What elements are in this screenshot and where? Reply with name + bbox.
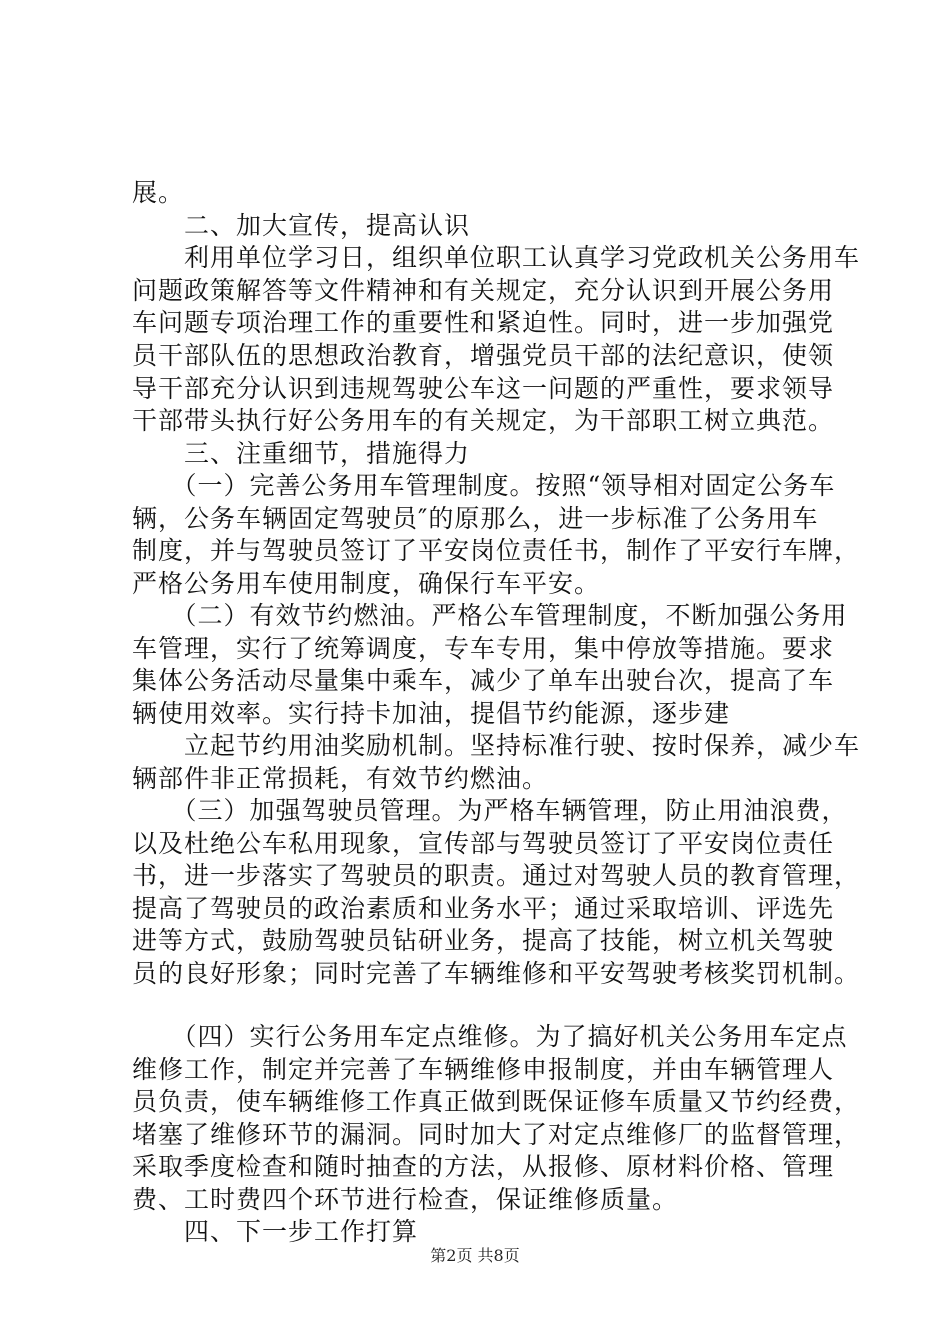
paragraph-line: 以及杜绝公车私用现象，宣传部与驾驶员签订了平安岗位责任: [132, 829, 835, 858]
paragraph-line: 车问题专项治理工作的重要性和紧迫性。同时，进一步加强党: [132, 308, 835, 337]
paragraph-line: 堵塞了维修环节的漏洞。同时加大了对定点维修厂的监督管理，: [132, 1120, 861, 1149]
section-heading: 三、注重细节，措施得力: [132, 439, 471, 468]
paragraph-line: 集体公务活动尽量集中乘车，减少了单车出驶台次，提高了车: [132, 666, 835, 695]
paragraph-line: 干部带头执行好公务用车的有关规定，为干部职工树立典范。: [132, 406, 835, 435]
paragraph-line: 员负责，使车辆维修工作真正做到既保证修车质量又节约经费，: [132, 1087, 861, 1116]
page-number-footer: 第2页 共8页: [430, 1246, 520, 1265]
paragraph-line: 辆部件非正常损耗，有效节约燃油。: [132, 764, 549, 793]
paragraph-line: 辆，公务车辆固定驾驶员″的原那么，进一步标准了公务用车: [132, 504, 819, 533]
paragraph-line: 辆使用效率。实行持卡加油，提倡节约能源，逐步建: [132, 699, 731, 728]
paragraph-line: 问题政策解答等文件精神和有关规定，充分认识到开展公务用: [132, 276, 835, 305]
paragraph-line: 进等方式，鼓励驾驶员钻研业务，提高了技能，树立机关驾驶: [132, 926, 835, 955]
paragraph-line: 维修工作，制定并完善了车辆维修申报制度，并由车辆管理人: [132, 1055, 835, 1084]
paragraph-line: （一）完善公务用车管理制度。按照“领导相对固定公务车: [132, 471, 836, 500]
paragraph-line: （三）加强驾驶员管理。为严格车辆管理，防止用油浪费，: [132, 796, 848, 825]
paragraph-line: 立起节约用油奖励机制。坚持标准行驶、按时保养，减少车: [132, 731, 861, 760]
paragraph-line: 导干部充分认识到违规驾驶公车这一问题的严重性，要求领导: [132, 374, 835, 403]
paragraph-line: 展。: [132, 178, 185, 207]
paragraph-line: 严格公务用车使用制度，确保行车平安。: [132, 569, 601, 598]
paragraph-line: 员干部队伍的思想政治教育，增强党员干部的法纪意识，使领: [132, 341, 835, 370]
section-heading: 二、加大宣传，提高认识: [132, 211, 471, 240]
paragraph-line: 采取季度检查和随时抽查的方法，从报修、原材料价格、管理: [132, 1152, 835, 1181]
paragraph-line: 费、工时费四个环节进行检查，保证维修质量。: [132, 1185, 679, 1214]
paragraph-line: 车管理，实行了统筹调度，专车专用，集中停放等措施。要求: [132, 634, 835, 663]
paragraph-line: 利用单位学习日，组织单位职工认真学习党政机关公务用车: [132, 243, 861, 272]
paragraph-line: 书，进一步落实了驾驶员的职责。通过对驾驶人员的教育管理，: [132, 861, 861, 890]
paragraph-line: 员的良好形象；同时完善了车辆维修和平安驾驶考核奖罚机制。: [132, 959, 861, 988]
paragraph-line: （二）有效节约燃油。严格公车管理制度，不断加强公务用: [132, 601, 848, 630]
paragraph-line: 制度，并与驾驶员签订了平安岗位责任书，制作了平安行车牌，: [132, 536, 861, 565]
paragraph-line: 提高了驾驶员的政治素质和业务水平；通过采取培训、评选先: [132, 894, 835, 923]
paragraph-line: （四）实行公务用车定点维修。为了搞好机关公务用车定点: [132, 1022, 848, 1051]
section-heading: 四、下一步工作打算: [132, 1217, 419, 1246]
